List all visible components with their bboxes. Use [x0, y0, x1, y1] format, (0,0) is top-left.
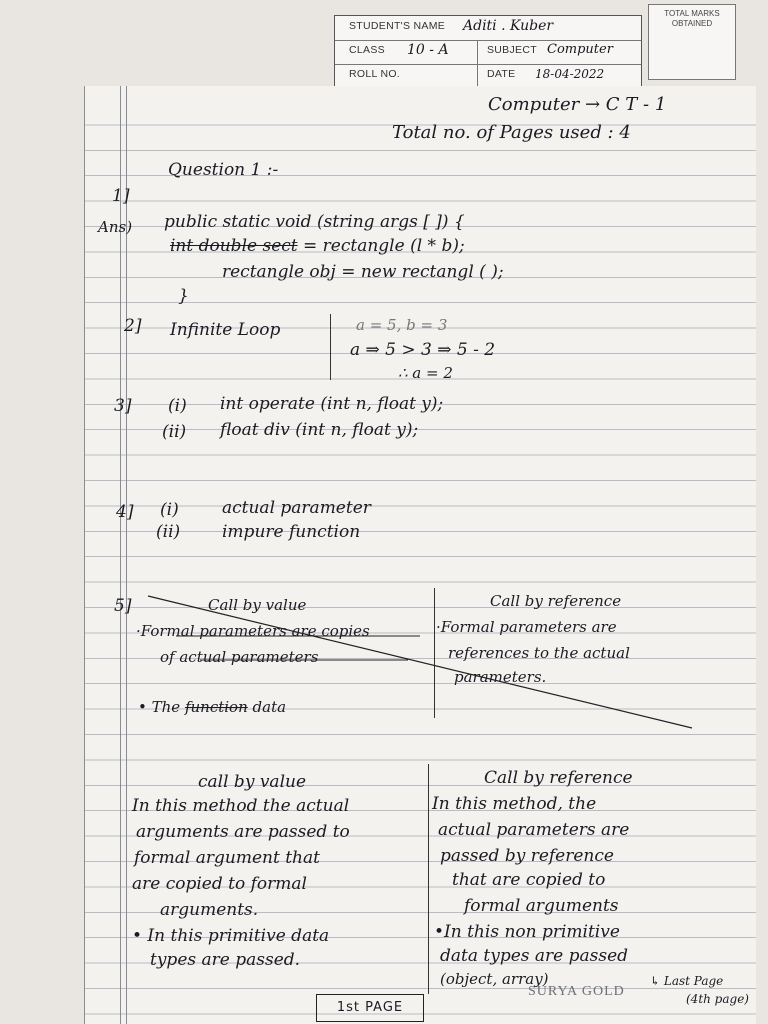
q4-ii-text: impure function — [222, 522, 361, 542]
q4-i-label: (i) — [160, 500, 179, 520]
student-name-label: STUDENT'S NAME — [349, 20, 446, 32]
final-col2-b2-line1: •In this non primitive — [434, 922, 620, 942]
roll-label: ROLL NO. — [349, 68, 401, 80]
date-label: DATE — [487, 68, 516, 80]
question-heading: Question 1 :- — [168, 160, 279, 180]
total-marks-label: TOTAL MARKS OBTAINED — [664, 9, 720, 28]
q3-ii-text: float div (int n, float y); — [220, 420, 419, 440]
q3-i-label: (i) — [168, 396, 187, 416]
final-col1-b2-line1: • In this primitive data — [132, 926, 330, 946]
q1-line2-struck: int double sect — [170, 236, 298, 256]
subject-label: SUBJECT — [487, 44, 537, 56]
final-col1-line1: In this method the actual — [132, 796, 350, 816]
q1-line1: public static void (string args [ ]) { — [164, 212, 465, 232]
q3-ii-label: (ii) — [162, 422, 187, 442]
final-table-divider — [428, 764, 429, 994]
draft-col1-line2: of actual parameters — [160, 648, 319, 666]
q2-work3: ∴ a = 2 — [398, 364, 453, 382]
q3-number: 3] — [114, 396, 132, 416]
q1-ans-label: Ans) — [98, 218, 133, 236]
draft-col2-line2: references to the actual — [448, 644, 630, 662]
draft-col2-line1: ·Formal parameters are — [436, 618, 617, 636]
q4-i-text: actual parameter — [222, 498, 371, 518]
final-col2-line3: passed by reference — [440, 846, 614, 866]
student-name: Aditi . Kuber — [463, 18, 554, 34]
final-col2-line5: formal arguments — [464, 896, 619, 916]
q4-number: 4] — [116, 502, 134, 522]
q1-line2-rest: = rectangle (l * b); — [303, 236, 465, 256]
page-number-label: 1st PAGE — [316, 994, 424, 1022]
final-col2-head: Call by reference — [484, 768, 633, 788]
subject-value: Computer — [547, 42, 613, 57]
q2-number: 2] — [124, 316, 142, 336]
draft-col2-line3: parameters. — [454, 668, 547, 686]
final-col1-line4: are copied to formal — [132, 874, 307, 894]
class-value: 10 - A — [407, 42, 449, 58]
draft-col1-line3-b: data — [252, 698, 287, 716]
q2-answer: Infinite Loop — [170, 320, 281, 340]
q1-line3: rectangle obj = new rectangl ( ); — [222, 262, 504, 282]
last-page-note-2: (4th page) — [686, 992, 749, 1006]
final-col2-line2: actual parameters are — [438, 820, 630, 840]
q4-ii-label: (ii) — [156, 522, 181, 542]
final-col1-line2: arguments are passed to — [136, 822, 350, 842]
q2-work2: a ⇒ 5 > 3 ⇒ 5 - 2 — [350, 340, 496, 360]
draft-col2-head: Call by reference — [490, 592, 622, 610]
final-col2-b2-line2: data types are passed — [440, 946, 629, 966]
draft-col1-line3-a: • The — [138, 698, 181, 716]
draft-col1-line1: ·Formal parameters are copies — [136, 622, 370, 640]
draft-cross-out-line — [148, 596, 692, 728]
final-col2-line1: In this method, the — [432, 794, 597, 814]
brand-mark: SURYA GOLD — [528, 984, 625, 999]
test-title: Computer → C T - 1 — [488, 94, 667, 115]
final-col1-line5: arguments. — [160, 900, 259, 920]
final-col1-b2-line2: types are passed. — [150, 950, 301, 970]
q3-i-text: int operate (int n, float y); — [220, 394, 444, 414]
q5-number: 5] — [114, 596, 132, 616]
q2-work1: a = 5, b = 3 — [356, 316, 448, 334]
q1-number: 1] — [112, 186, 130, 206]
final-col2-b2-line3: (object, array) — [440, 970, 549, 988]
last-page-note-1: ↳ Last Page — [650, 974, 724, 988]
pages-used: Total no. of Pages used : 4 — [392, 122, 631, 143]
date-value: 18-04-2022 — [535, 67, 605, 81]
draft-col1-line3-struck: function — [184, 698, 248, 716]
draft-col1-head: Call by value — [208, 596, 307, 614]
class-label: CLASS — [349, 44, 385, 56]
final-col2-line4: that are copied to — [452, 870, 606, 890]
final-col1-line3: formal argument that — [134, 848, 320, 868]
final-col1-head: call by value — [198, 772, 307, 792]
q1-brace: } — [178, 286, 189, 306]
